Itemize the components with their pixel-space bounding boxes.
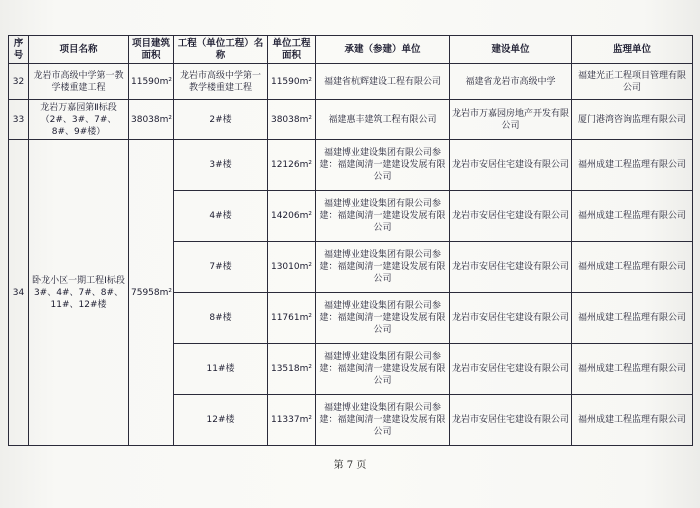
row-unit-area: 11337m²: [268, 395, 316, 446]
row-builder: 龙岩市万嘉园房地产开发有限公司: [450, 100, 572, 140]
project-table: [8, 35, 693, 446]
row-seq: 32: [9, 64, 29, 100]
row-supervisor: 福州成建工程监理有限公司: [572, 395, 693, 446]
row-unit-project: 2#楼: [174, 100, 268, 140]
row-builder: 龙岩市安居住宅建设有限公司: [450, 191, 572, 242]
row-unit-area: 38038m²: [268, 100, 316, 140]
row-contractor: 福建博业建设集团有限公司参建：福建闽清一建建设发展有限公司: [316, 191, 450, 242]
row-seq: 33: [9, 100, 29, 140]
row-supervisor: 福州成建工程监理有限公司: [572, 242, 693, 293]
table-row: [9, 64, 693, 100]
header-builder: 建设单位: [450, 36, 572, 64]
page-number: 第 7 页: [333, 460, 367, 471]
header-project-area: 项目建筑面积: [129, 36, 174, 64]
row-project-name: 龙岩万嘉园第Ⅱ标段（2#、3#、7#、8#、9#楼）: [29, 100, 129, 140]
row-builder: 龙岩市安居住宅建设有限公司: [450, 344, 572, 395]
row-unit-area: 13518m²: [268, 344, 316, 395]
header-contractor: 承建（参建）单位: [316, 36, 450, 64]
header-project-name: 项目名称: [29, 36, 129, 64]
row-supervisor: 福州成建工程监理有限公司: [572, 344, 693, 395]
row-project-area: 11590m²: [129, 64, 174, 100]
row-project-name: 卧龙小区一期工程Ⅰ标段3#、4#、7#、8#、11#、12#楼: [29, 140, 129, 446]
row-unit-project: 8#楼: [174, 293, 268, 344]
row-builder: 龙岩市安居住宅建设有限公司: [450, 395, 572, 446]
row-unit-area: 12126m²: [268, 140, 316, 191]
header-unit-project: 工程（单位工程）名称: [174, 36, 268, 64]
row-unit-project: 12#楼: [174, 395, 268, 446]
table-row: [9, 100, 693, 140]
row-builder: 龙岩市安居住宅建设有限公司: [450, 293, 572, 344]
row-supervisor: 福州成建工程监理有限公司: [572, 293, 693, 344]
header-supervisor: 监理单位: [572, 36, 693, 64]
row-unit-area: 11590m²: [268, 64, 316, 100]
row-contractor: 福建博业建设集团有限公司参建：福建闽清一建建设发展有限公司: [316, 293, 450, 344]
row-contractor: 福建博业建设集团有限公司参建：福建闽清一建建设发展有限公司: [316, 344, 450, 395]
row-seq: 34: [9, 140, 29, 446]
row-unit-project: 3#楼: [174, 140, 268, 191]
row-contractor: 福建博业建设集团有限公司参建：福建闽清一建建设发展有限公司: [316, 140, 450, 191]
row-unit-project: 11#楼: [174, 344, 268, 395]
row-builder: 龙岩市安居住宅建设有限公司: [450, 140, 572, 191]
row-unit-project: 4#楼: [174, 191, 268, 242]
row-unit-project: 龙岩市高级中学第一教学楼重建工程: [174, 64, 268, 100]
row-contractor: 福建博业建设集团有限公司参建：福建闽清一建建设发展有限公司: [316, 242, 450, 293]
row-builder: 福建省龙岩市高级中学: [450, 64, 572, 100]
row-supervisor: 福州成建工程监理有限公司: [572, 191, 693, 242]
row-supervisor: 福建光正工程项目管理有限公司: [572, 64, 693, 100]
row-unit-area: 14206m²: [268, 191, 316, 242]
row-unit-project: 7#楼: [174, 242, 268, 293]
row-contractor: 福建惠丰建筑工程有限公司: [316, 100, 450, 140]
header-seq: 序号: [9, 36, 29, 64]
table-header-row: [9, 36, 693, 64]
row-supervisor: 福州成建工程监理有限公司: [572, 140, 693, 191]
row-contractor: 福建省杭辉建设工程有限公司: [316, 64, 450, 100]
header-unit-area: 单位工程面积: [268, 36, 316, 64]
row-project-area: 38038m²: [129, 100, 174, 140]
row-builder: 龙岩市安居住宅建设有限公司: [450, 242, 572, 293]
row-project-area: 75958m²: [129, 140, 174, 446]
row-contractor: 福建博业建设集团有限公司参建：福建闽清一建建设发展有限公司: [316, 395, 450, 446]
row-project-name: 龙岩市高级中学第一教学楼重建工程: [29, 64, 129, 100]
row-unit-area: 11761m²: [268, 293, 316, 344]
table-row: [9, 140, 693, 191]
row-supervisor: 厦门港湾咨询监理有限公司: [572, 100, 693, 140]
row-unit-area: 13010m²: [268, 242, 316, 293]
